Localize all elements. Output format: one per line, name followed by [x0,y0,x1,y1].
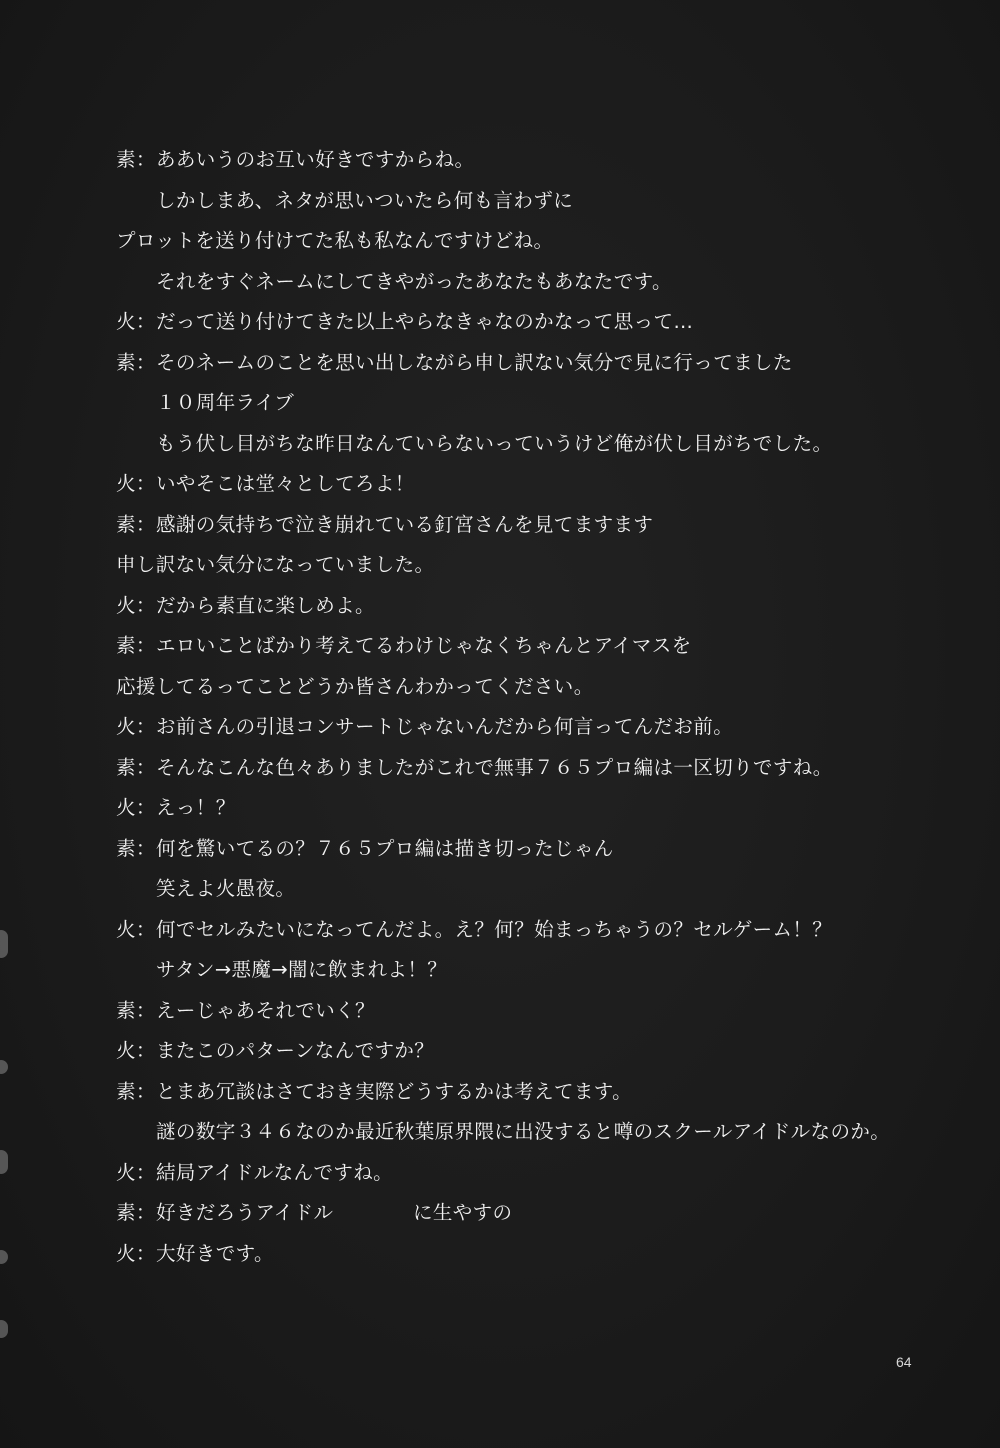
speaker-label: 素： [116,512,156,536]
speaker-label: 素： [116,998,156,1022]
dialogue-line [116,1072,976,1113]
dialogue-line [116,1153,976,1194]
dialogue-line [116,667,976,708]
line-text: またこのパターンなんですか？ [156,1039,435,1062]
speaker-label: 素： [116,836,156,860]
speaker-label: 火： [116,917,156,941]
speaker-label: 素： [116,148,156,171]
line-text: そのネームのことを思い出しながら申し訳ない気分で見に行ってました [156,350,793,374]
dialogue-line [116,464,976,505]
dialogue-line [116,424,976,465]
speaker-label: 素： [116,634,156,657]
line-text: いやそこは堂々としてろよ！ [156,472,415,495]
line-indent [116,424,156,465]
dialogue-line [116,262,976,303]
speaker-label: 素： [116,1079,156,1103]
speaker-label: 火： [116,1039,156,1062]
line-text: だから素直に楽しめよ。 [156,593,375,617]
dialogue-line [116,829,976,870]
line-text: 何を驚いてるの？７６５プロ編は描き切ったじゃん [156,836,614,860]
page-edge-mark [0,1150,8,1174]
dialogue-line [116,140,976,181]
speaker-label: 素： [116,350,156,374]
speaker-label: 火： [116,1241,156,1265]
line-text: だって送り付けてきた以上やらなきゃなのかなって思って… [156,310,694,333]
line-indent [116,181,156,222]
line-text: 感謝の気持ちで泣き崩れている釘宮さんを見てますます [156,512,654,536]
line-text: エロいことばかり考えてるわけじゃなくちゃんとアイマスを [156,634,692,657]
dialogue-line [116,1234,976,1275]
line-text: 大好きです。 [156,1241,274,1265]
line-text: とまあ冗談はさておき実際どうするかは考えてます。 [156,1079,633,1103]
line-text: もう伏し目がちな昨日なんていらないっていうけど俺が伏し目がちでした。 [156,431,833,455]
page-edge-mark [0,1060,8,1074]
dialogue-line [116,748,976,789]
line-text: 謎の数字３４６なのか最近秋葉原界隈に出没すると噂のスクールアイドルなのか。 [156,1120,891,1143]
page-edge-mark [0,930,8,958]
dialogue-line [116,505,976,546]
dialogue-line [116,910,976,951]
dialogue-line [116,586,976,627]
line-text: 申し訳ない気分になっていました。 [116,553,435,576]
dialogue-line [116,869,976,910]
dialogue-line [116,1193,976,1234]
line-indent [116,869,156,910]
page-number: 64 [896,1354,912,1370]
dialogue-line [116,343,976,384]
speaker-label: 素： [116,755,156,779]
page-edge-mark [0,1320,8,1338]
line-text: 結局アイドルなんですね。 [156,1160,394,1184]
speaker-label: 火： [116,796,156,819]
line-text: そんなこんな色々ありましたがこれで無事７６５プロ編は一区切りですね。 [156,755,833,779]
line-indent [116,383,156,424]
line-indent [116,950,156,991]
speaker-label: 火： [116,715,156,738]
line-text: えっ！？ [156,796,236,819]
dialogue-line [116,181,976,222]
dialogue-text [116,140,976,1274]
speaker-label: 火： [116,1160,156,1184]
dialogue-line [116,707,976,748]
line-indent [116,1112,156,1153]
line-text: それをすぐネームにしてきやがったあなたもあなたです。 [156,269,672,293]
dialogue-line [116,1031,976,1072]
dialogue-line [116,1112,976,1153]
speaker-label: 火： [116,310,156,333]
dialogue-line [116,383,976,424]
dialogue-line [116,991,976,1032]
dialogue-line [116,545,976,586]
line-indent [116,262,156,303]
line-text: 好きだろうアイドル に生やすの [156,1201,513,1224]
dialogue-line [116,788,976,829]
speaker-label: 素： [116,1201,156,1224]
dialogue-line [116,221,976,262]
dialogue-line [116,302,976,343]
line-text: サタン→悪魔→闇に飲まれよ！？ [156,958,448,981]
line-text: 応援してるってことどうか皆さんわかってください。 [116,674,594,698]
line-text: 何でセルみたいになってんだよ。え？何？始まっちゃうの？セルゲーム！？ [156,917,833,941]
speaker-label: 火： [116,472,156,495]
line-text: ああいうのお互い好きですからね。 [156,148,475,171]
line-text: お前さんの引退コンサートじゃないんだから何言ってんだお前。 [156,715,734,738]
line-text: しかしまあ、ネタが思いついたら何も言わずに [156,188,574,212]
line-text: えーじゃあそれでいく？ [156,998,375,1022]
dialogue-line [116,626,976,667]
page-edge-mark [0,1250,8,1264]
line-text: 笑えよ火愚夜。 [156,877,296,900]
speaker-label: 火： [116,593,156,617]
line-text: １０周年ライブ [156,391,295,414]
dialogue-line [116,950,976,991]
line-text: プロットを送り付けてた私も私なんですけどね。 [116,229,554,252]
